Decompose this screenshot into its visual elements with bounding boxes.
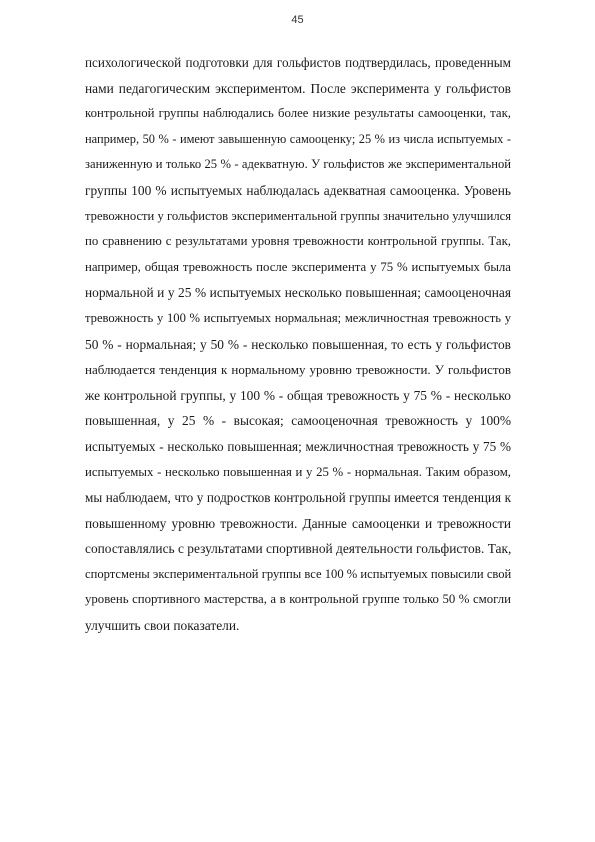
paragraph bbox=[85, 50, 511, 639]
paragraph-line: наблюдается тенденция к нормальному уровню тревожности. У гольфистов bbox=[85, 362, 511, 378]
paragraph-line: группы 100 % испытуемых наблюдалась адекватная самооценка. Уровень bbox=[85, 182, 511, 198]
paragraph-line: мы наблюдаем, что у подростков контрольной группы имеется тенденция к bbox=[85, 490, 511, 506]
paragraph-line: психологической подготовки для гольфистов подтвердилась, проведенным bbox=[85, 55, 511, 70]
paragraph-line: испытуемых - несколько повышенная; межличностная тревожность у 75 % bbox=[85, 438, 511, 454]
paragraph-line: например, общая тревожность после эксперимента у 75 % испытуемых была bbox=[85, 259, 511, 274]
paragraph-line: повышенная, у 25 % - высокая; самооценочная тревожность у 100% bbox=[85, 413, 511, 429]
paragraph-line: заниженную и только 25 % - адекватную. У гольфистов же экспериментальной bbox=[85, 157, 511, 172]
paragraph-line: нами педагогическим экспериментом. После эксперимента у гольфистов bbox=[85, 80, 511, 96]
paragraph-line: например, 50 % - имеют завышенную самооценку; 25 % из числа испытуемых - bbox=[85, 131, 511, 146]
paragraph-line: улучшить свои показатели. bbox=[85, 618, 240, 634]
paragraph-line: спортсмены экспериментальной группы все 100 % испытуемых повысили свой bbox=[85, 566, 512, 581]
paragraph-line: же контрольной группы, у 100 % - общая тревожность у 75 % - несколько bbox=[85, 387, 511, 403]
paragraph-line: тревожности у гольфистов экспериментальной группы значительно улучшился bbox=[85, 208, 511, 223]
page-number: 45 bbox=[291, 14, 304, 26]
paragraph-line: испытуемых - несколько повышенная и у 25 % - нормальная. Таким образом, bbox=[85, 464, 511, 479]
paragraph-line: 50 % - нормальная; у 50 % - несколько повышенная, то есть у гольфистов bbox=[85, 336, 511, 352]
paragraph-line: уровень спортивного мастерства, а в контрольной группе только 50 % смогли bbox=[85, 592, 511, 607]
paragraph-line: тревожность у 100 % испытуемых нормальная; межличностная тревожность у bbox=[85, 310, 511, 325]
paragraph-line: сопоставлялись с результатами спортивной деятельности гольфистов. Так, bbox=[85, 541, 512, 557]
paragraph-line: повышенному уровню тревожности. Данные самооценки и тревожности bbox=[85, 515, 511, 531]
paragraph-line: по сравнению с результатами уровня тревожности контрольной группы. Так, bbox=[85, 234, 511, 249]
paragraph-line: нормальной и у 25 % испытуемых несколько повышенная; самооценочная bbox=[85, 285, 511, 301]
paragraph-line: контрольной группы наблюдались более низкие результаты самооценки, так, bbox=[85, 106, 511, 121]
